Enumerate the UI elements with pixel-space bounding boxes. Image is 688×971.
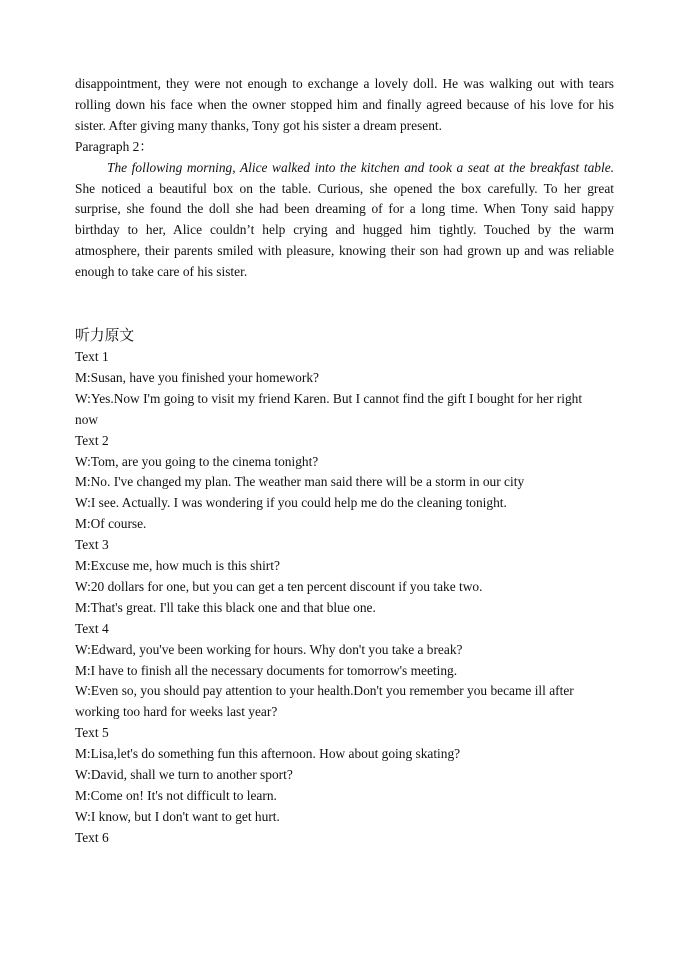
dialogue-line: W:I know, but I don't want to get hurt. bbox=[75, 808, 280, 824]
text-5-heading: Text 5 bbox=[75, 725, 109, 741]
paragraph-2-rest: She noticed a beautiful box on the table. Curious, she opened the box carefully. To her great surprise, she found the doll she had been dreaming of for a long time. When Tony said happy birthday to her, Alice couldn’t help crying and hugged him tightly. Touched by the warm atmosphere, their parents smiled with pleasure, knowing their son had grown up and was reliable enough to take care of his sister. bbox=[75, 180, 614, 280]
dialogue-line: W:Even so, you should pay attention to your health.Don't you remember you became ill after working too hard for weeks last year? bbox=[75, 683, 574, 720]
text-6-heading: Text 6 bbox=[75, 829, 109, 845]
dialogue-line: W:Tom, are you going to the cinema tonight? bbox=[75, 453, 319, 469]
dialogue-line: W:David, shall we turn to another sport? bbox=[75, 767, 293, 783]
dialogue-line: W:I see. Actually. I was wondering if you could help me do the cleaning tonight. bbox=[75, 495, 507, 511]
section-spacer bbox=[75, 283, 614, 324]
dialogue-line: M:That's great. I'll take this black one and that blue one. bbox=[75, 599, 376, 615]
dialogue-line: M:Excuse me, how much is this shirt? bbox=[75, 558, 280, 574]
text-4-heading: Text 4 bbox=[75, 620, 109, 636]
dialogue-line: W:20 dollars for one, but you can get a ten percent discount if you take two. bbox=[75, 578, 483, 594]
paragraph-2-label: Paragraph 2： bbox=[75, 138, 153, 154]
text-2-heading: Text 2 bbox=[75, 432, 109, 448]
dialogue-line: W:Yes.Now I'm going to visit my friend Karen. But I cannot find the gift I bought for her right now bbox=[75, 390, 583, 427]
dialogue-line: M:I have to finish all the necessary documents for tomorrow's meeting. bbox=[75, 662, 458, 678]
text-3-heading: Text 3 bbox=[75, 537, 109, 553]
dialogue-line: M:Come on! It's not difficult to learn. bbox=[75, 788, 277, 803]
paragraph-1-continuation: disappointment, they were not enough to exchange a lovely doll. He was walking out with tears rolling down his face when the owner stopped him and finally agreed because of his love for his sister. After giving many thanks, Tony got his sister a dream present. bbox=[75, 76, 614, 133]
dialogue-line: M:Of course. bbox=[75, 516, 147, 532]
paragraph-2-body bbox=[75, 158, 614, 283]
paragraph-2-opening-sentence: The following morning, Alice walked into the kitchen and took a seat at the breakfast table. bbox=[107, 159, 614, 175]
dialogue-line: M:Susan, have you finished your homework? bbox=[75, 369, 319, 385]
dialogue-line: W:Edward, you've been working for hours. Why don't you take a break? bbox=[75, 641, 463, 657]
dialogue-line: M:No. I've changed my plan. The weather man said there will be a storm in our city bbox=[75, 474, 525, 490]
section-title: 听力原文 bbox=[75, 327, 135, 345]
text-1-heading: Text 1 bbox=[75, 348, 109, 364]
dialogue-line: M:Lisa,let's do something fun this afternoon. How about going skating? bbox=[75, 746, 461, 762]
document-page bbox=[75, 74, 614, 849]
